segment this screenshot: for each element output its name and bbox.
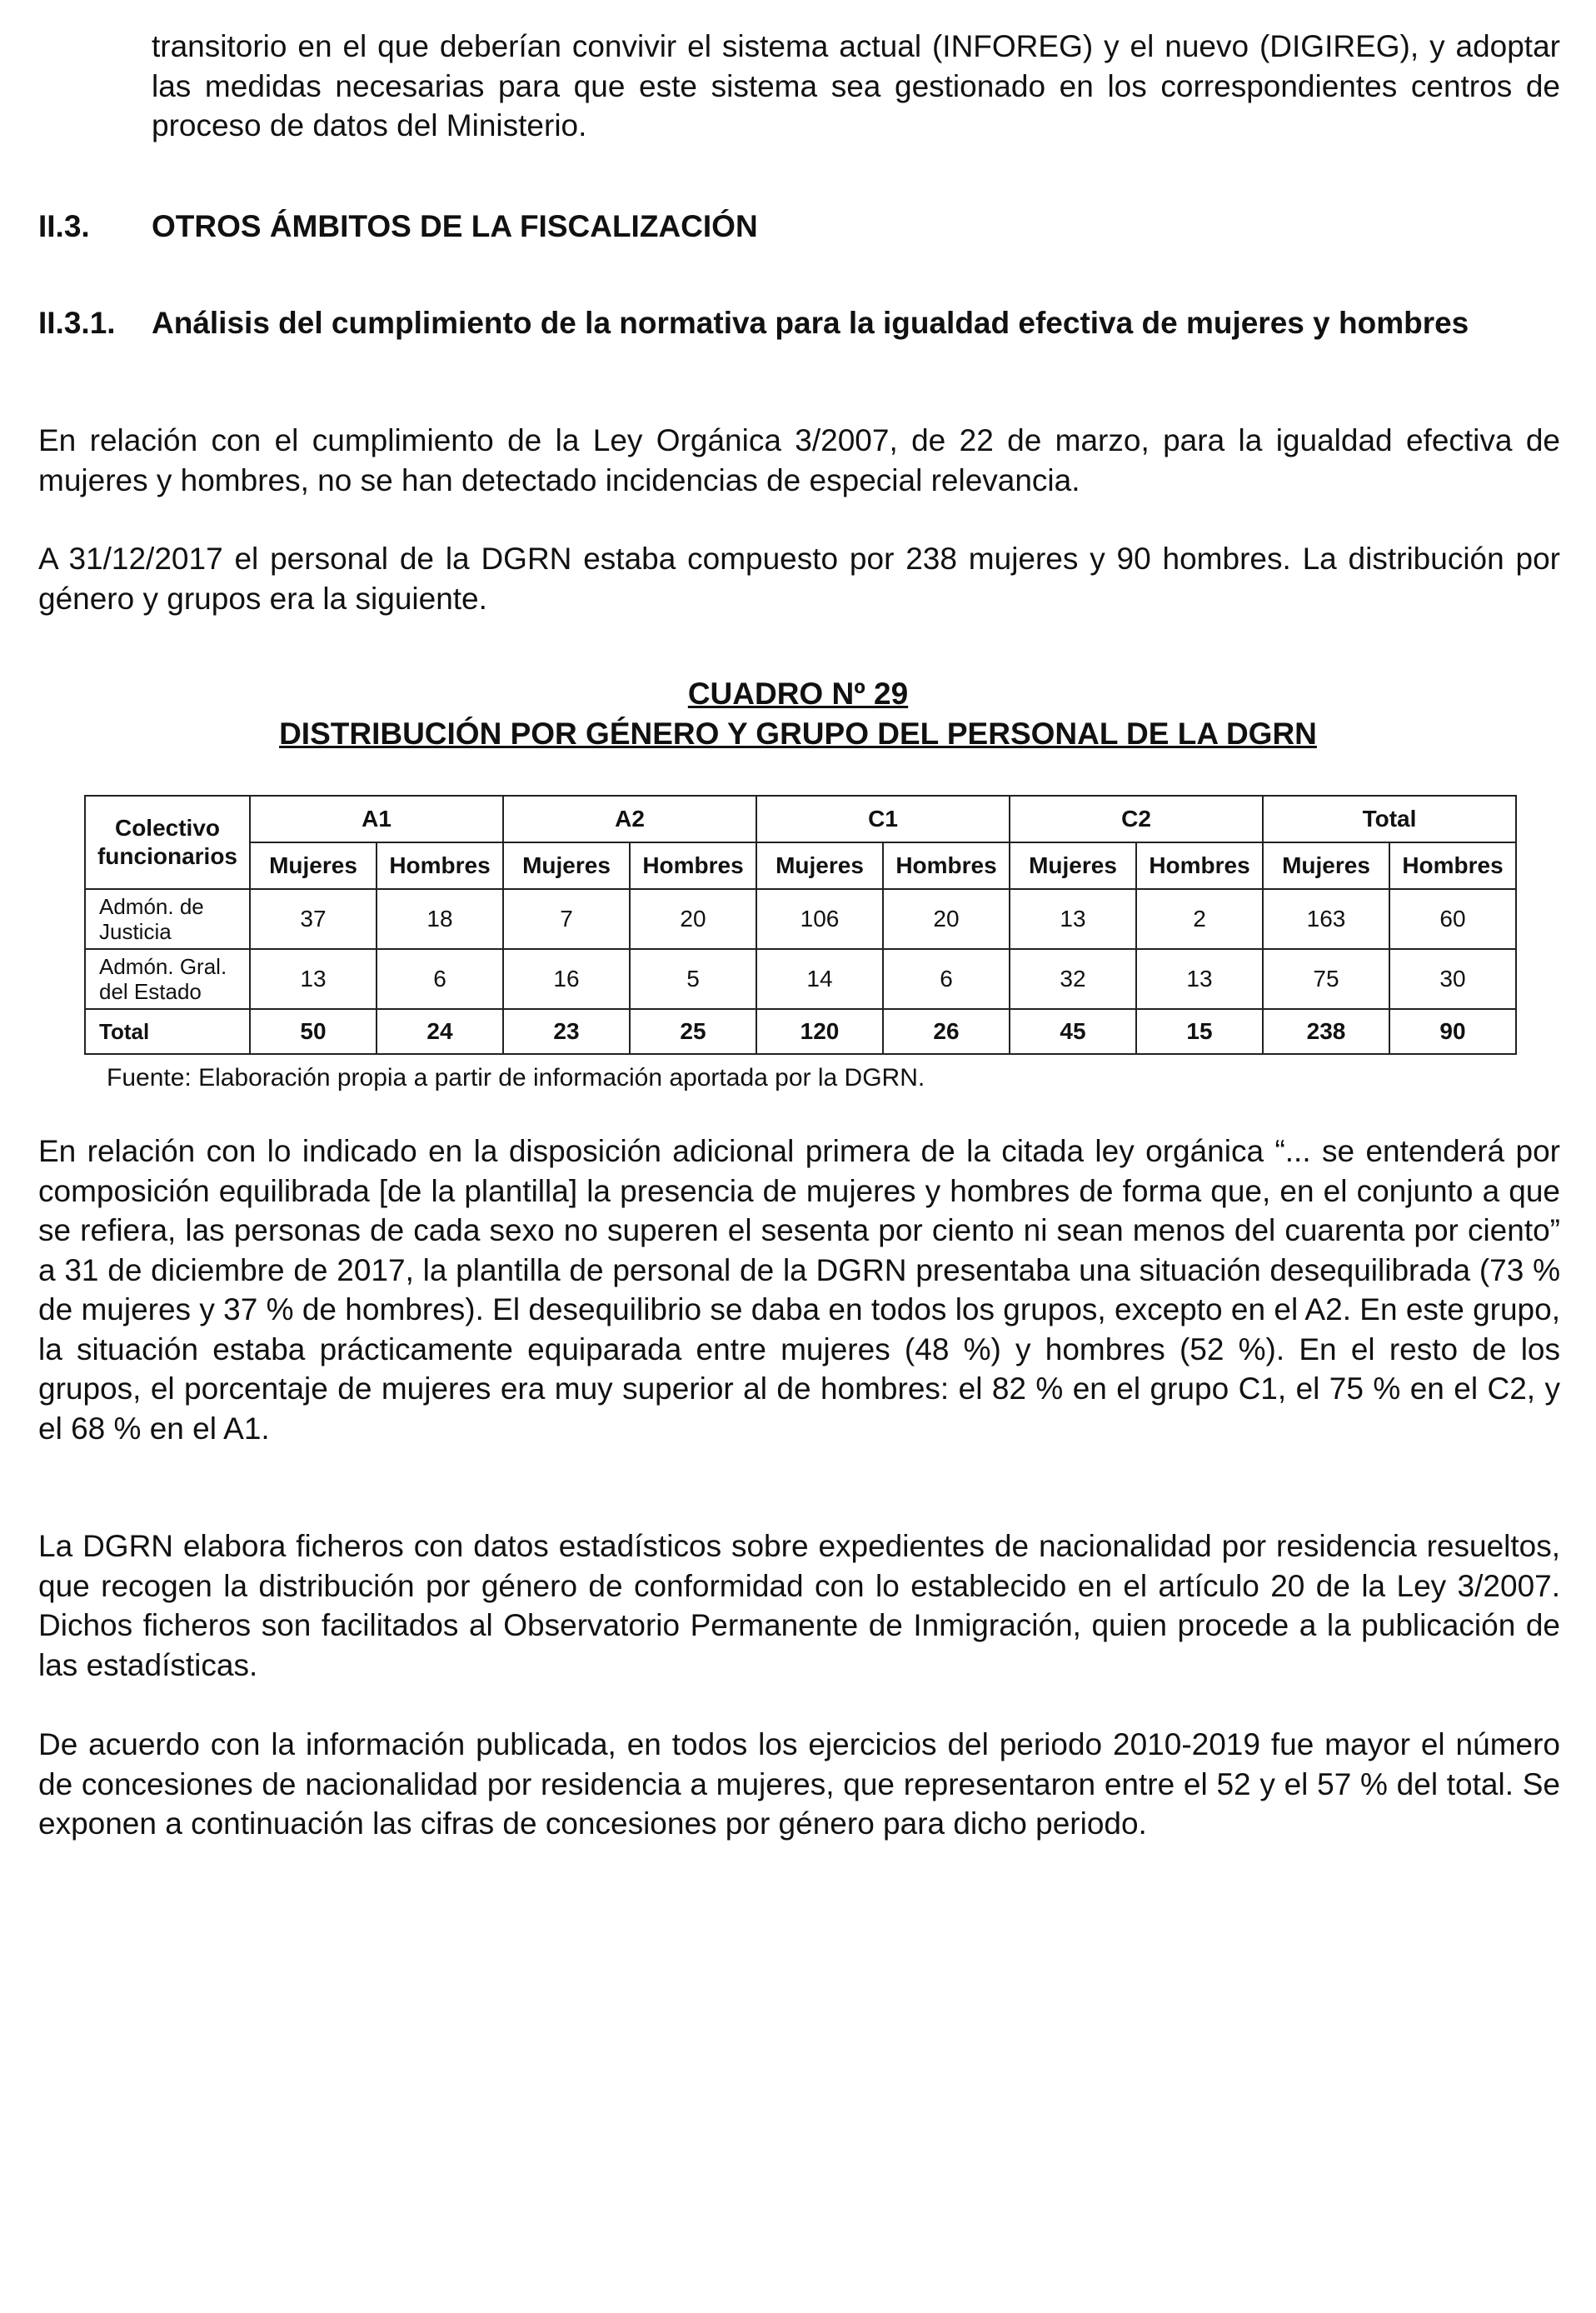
table-cell: 23 [503,1009,630,1054]
paragraph: En relación con lo indicado en la disposición adicional primera de la citada ley orgánica “... se entenderá por composición equilibrada [de la plantilla] la presencia de mujeres y hombres de forma que, en el conjunto a que se refiera, las personas de cada sexo no superen el sesenta por ciento ni sean menos del cuarenta por ciento” a 31 de diciembre de 2017, la plantilla de personal de la DGRN presentaba una situación desequilibrada (73 % de mujeres y 37 % de hombres). El desequilibrio se daba en todos los grupos, excepto en el A2. En este grupo, la situación estaba prácticamente equiparada entre mujeres (48 %) y hombres (52 %). En el resto de los grupos, el porcentaje de mujeres era muy superior al de hombres: el 82 % en el grupo C1, el 75 % en el C2, y el 68 % en el A1. [38,1134,1560,1446]
table-group-header: C2 [1010,796,1263,842]
table-cell: 20 [883,889,1010,949]
table-group-header: A2 [503,796,756,842]
paragraph: De acuerdo con la información publicada, en todos los ejercicios del periodo 2010-2019 fue mayor el número de concesiones de nacionalidad por residencia a mujeres, que representaron entre el 52 y el 57 % del total. Se exponen a continuación las cifras de concesiones por género para dicho periodo. [38,1727,1560,1841]
table-cell: 2 [1136,889,1263,949]
subsection-number: II.3.1. [38,306,116,340]
table-subheader: Mujeres [1263,842,1389,889]
table-cell: 14 [756,949,883,1009]
row-label: Admón. de Justicia [85,889,250,949]
table-cell: 24 [377,1009,503,1054]
table-caption-title: DISTRIBUCIÓN POR GÉNERO Y GRUPO DEL PERSONAL DE LA DGRN [279,717,1317,751]
table-cell: 90 [1389,1009,1516,1054]
table-row [85,949,1516,1009]
distribution-table [84,795,1517,1055]
table-cell: 163 [1263,889,1389,949]
paragraph: En relación con el cumplimiento de la Ley Orgánica 3/2007, de 22 de marzo, para la igualdad efectiva de mujeres y hombres, no se han detectado incidencias de especial relevancia. [38,423,1560,497]
table-cell: 45 [1010,1009,1136,1054]
table-source-note: Fuente: Elaboración propia a partir de información aportada por la DGRN. [107,1064,925,1092]
table-cell: 26 [883,1009,1010,1054]
row-label: Admón. Gral. del Estado [85,949,250,1009]
table-group-header: Total [1263,796,1516,842]
table-subheader: Hombres [883,842,1010,889]
table-subheader: Mujeres [756,842,883,889]
table-cell: 16 [503,949,630,1009]
table-cell: 20 [630,889,756,949]
intro-paragraph: transitorio en el que deberían convivir el sistema actual (INFOREG) y el nuevo (DIGIREG), y adoptar las medidas necesarias para que este sistema sea gestionado en los correspondientes centros de proceso de datos del Ministerio. [152,29,1560,142]
table-cell: 32 [1010,949,1136,1009]
table-header-row [85,796,1516,842]
table-subheader: Hombres [630,842,756,889]
table-cell: 13 [1010,889,1136,949]
table-cell: 6 [883,949,1010,1009]
table-cell: 7 [503,889,630,949]
table-subheader: Hombres [377,842,503,889]
paragraph: La DGRN elabora ficheros con datos estadísticos sobre expedientes de nacionalidad por residencia resueltos, que recogen la distribución por género de conformidad con lo establecido en el artículo 20 de la Ley 3/2007. Dichos ficheros son facilitados al Observatorio Permanente de Inmigración, quien procede a la publicación de las estadísticas. [38,1529,1560,1682]
table-subheader-row [85,842,1516,889]
table-cell: 13 [250,949,377,1009]
table-cell: 50 [250,1009,377,1054]
paragraph: A 31/12/2017 el personal de la DGRN estaba compuesto por 238 mujeres y 90 hombres. La distribución por género y grupos era la siguiente. [38,542,1560,616]
table-corner-header: Colectivo funcionarios [85,796,250,889]
table-cell: 37 [250,889,377,949]
table-cell: 238 [1263,1009,1389,1054]
table-cell: 30 [1389,949,1516,1009]
section-number: II.3. [38,209,90,243]
table-cell: 60 [1389,889,1516,949]
table-cell: 18 [377,889,503,949]
section-title: OTROS ÁMBITOS DE LA FISCALIZACIÓN [152,209,758,243]
table-cell: 75 [1263,949,1389,1009]
table-subheader: Hombres [1136,842,1263,889]
subsection-title: Análisis del cumplimiento de la normativa para la igualdad efectiva de mujeres y hombres [152,306,1469,340]
table-cell: 15 [1136,1009,1263,1054]
table-subheader: Mujeres [1010,842,1136,889]
table-total-row [85,1009,1516,1054]
table-caption-number: CUADRO Nº 29 [687,677,909,711]
table-cell: 13 [1136,949,1263,1009]
table-cell: 106 [756,889,883,949]
table-row [85,889,1516,949]
table-group-header: A1 [250,796,503,842]
table-subheader: Mujeres [250,842,377,889]
row-label: Total [85,1009,250,1054]
table-group-header: C1 [756,796,1010,842]
table-cell: 5 [630,949,756,1009]
table-subheader: Hombres [1389,842,1516,889]
table-cell: 120 [756,1009,883,1054]
table-cell: 25 [630,1009,756,1054]
table-subheader: Mujeres [503,842,630,889]
table-cell: 6 [377,949,503,1009]
